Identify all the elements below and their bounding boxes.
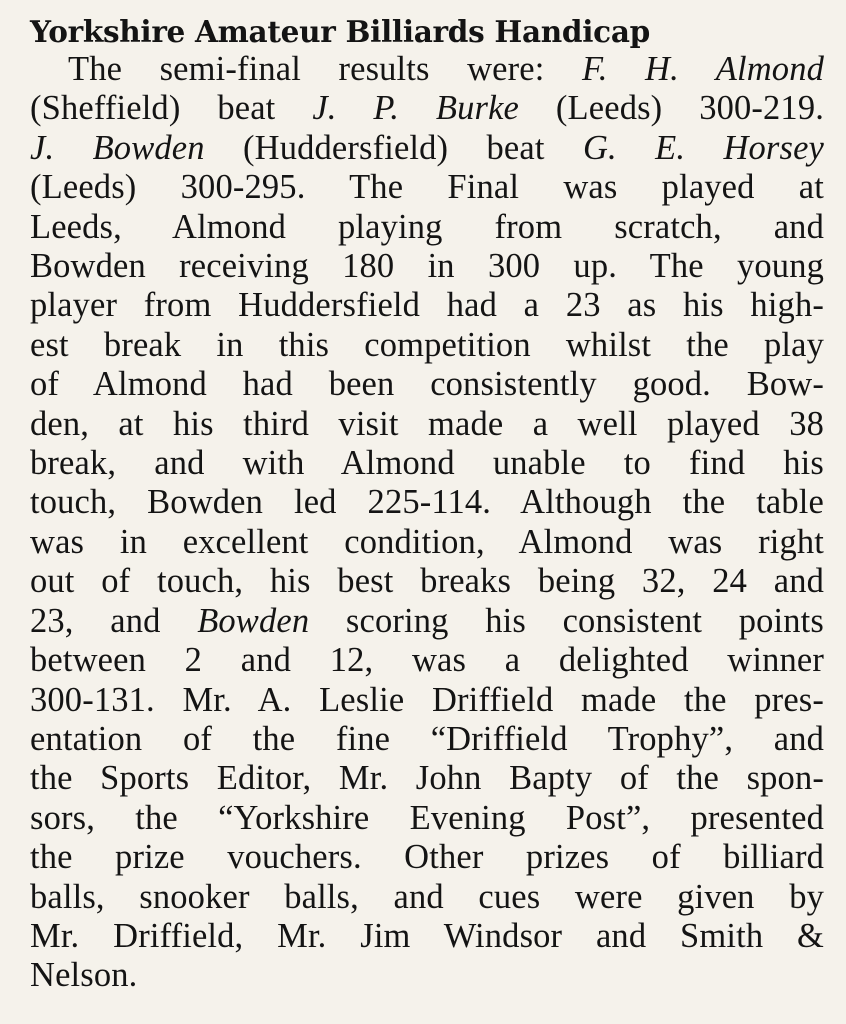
article-line — [30, 129, 824, 168]
text-run: 300-131. Mr. A. Leslie Driffield made the pres- — [30, 680, 824, 719]
article-line — [30, 956, 824, 995]
text-run: touch, Bowden led 225-114. Although the table — [30, 483, 824, 522]
text-run: scoring his consistent points — [309, 601, 824, 640]
text-run: the Sports Editor, Mr. John Bapty of the spon- — [30, 759, 824, 798]
article-line — [30, 523, 824, 562]
text-run: Leeds, Almond playing from scratch, and — [30, 207, 824, 246]
article-line — [30, 562, 824, 601]
text-run: break, and with Almond unable to find his — [30, 444, 824, 483]
text-run: the prize vouchers. Other prizes of billiard — [30, 838, 824, 877]
article-line — [30, 799, 824, 838]
text-run: Bowden receiving 180 in 300 up. The young — [30, 247, 824, 286]
article-line — [30, 247, 824, 286]
text-run: est break in this competition whilst the play — [30, 325, 824, 364]
article-line — [30, 483, 824, 522]
text-run: Mr. Driffield, Mr. Jim Windsor and Smith & — [30, 916, 824, 955]
article-line — [30, 444, 824, 483]
text-run: (Leeds) 300-219. — [519, 89, 825, 128]
article-line — [30, 878, 824, 917]
text-run: 23, and — [30, 601, 198, 640]
article-line — [30, 365, 824, 404]
article-body — [30, 50, 824, 996]
text-run: between 2 and 12, was a delighted winner — [30, 641, 824, 680]
italic-name: Bowden — [197, 601, 310, 640]
text-run: (Huddersfield) beat — [204, 128, 583, 167]
article-line — [30, 326, 824, 365]
article-line — [30, 720, 824, 759]
article-line — [30, 89, 824, 128]
article-line — [30, 168, 824, 207]
text-run: balls, snooker balls, and cues were given by — [30, 877, 824, 916]
italic-name: F. H. Almond — [581, 50, 824, 88]
text-run: sors, the “Yorkshire Evening Post”, presented — [30, 798, 824, 837]
article-line — [30, 641, 824, 680]
text-run: Nelson. — [30, 956, 138, 995]
text-run: out of touch, his best breaks being 32, 24 and — [30, 562, 824, 601]
article-line — [30, 759, 824, 798]
article-line — [30, 50, 824, 89]
article-line — [30, 602, 824, 641]
article-line — [30, 405, 824, 444]
text-run: entation of the fine “Driffield Trophy”, and — [30, 719, 824, 758]
article-title: Yorkshire Amateur Billiards Handicap — [30, 14, 650, 49]
article-line — [30, 286, 824, 325]
article-line — [30, 917, 824, 956]
italic-name: J. Bowden — [30, 128, 205, 167]
article-line — [30, 681, 824, 720]
text-run: of Almond had been consistently good. Bow- — [30, 365, 824, 404]
italic-name: J. P. Burke — [312, 89, 520, 128]
text-run: (Sheffield) beat — [30, 89, 313, 128]
text-run: was in excellent condition, Almond was right — [30, 522, 824, 561]
text-run: The semi-final results were: — [68, 50, 582, 88]
text-run: (Leeds) 300-295. The Final was played at — [30, 168, 824, 207]
italic-name: G. E. Horsey — [582, 128, 825, 167]
text-run: player from Huddersfield had a 23 as his high- — [30, 286, 824, 325]
article-line — [30, 838, 824, 877]
text-run: den, at his third visit made a well played 38 — [30, 404, 824, 443]
article-line — [30, 208, 824, 247]
